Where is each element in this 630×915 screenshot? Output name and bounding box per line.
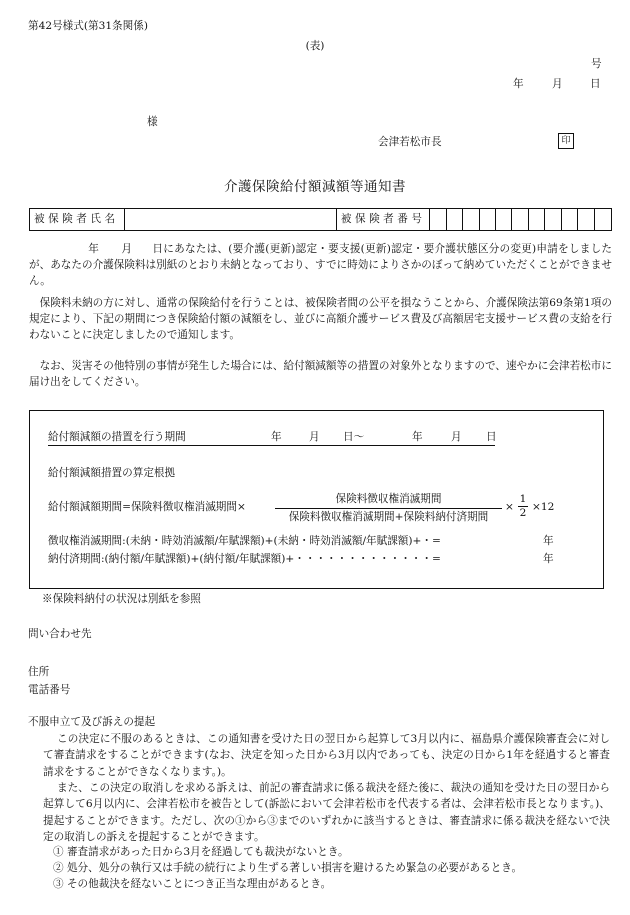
period-to-year: 年 — [412, 431, 423, 443]
insured-number-cell[interactable] — [545, 209, 561, 231]
p1-year: 年 — [88, 243, 100, 255]
insured-number-cell[interactable] — [594, 209, 611, 231]
paid-period-unit: 年 — [543, 553, 554, 565]
contact-address: 住所 — [28, 666, 50, 678]
body-paragraph-1 — [29, 242, 612, 290]
half-denominator: 2 — [519, 506, 527, 519]
date-year: 年 — [513, 78, 524, 90]
insured-number-cell[interactable] — [495, 209, 511, 231]
insured-number-cell[interactable] — [561, 209, 577, 231]
insured-number-cell[interactable] — [578, 209, 594, 231]
appeal-heading: 不服申立て及び訴えの提起 — [28, 716, 156, 728]
period-to-month: 月 — [451, 431, 462, 443]
formula-lhs: 給付額減額期間=保険料徴収権消滅期間× — [48, 501, 246, 513]
contact-phone: 電話番号 — [28, 684, 71, 696]
appeal-p2-text: また、この決定の取消しを求める訴えは、前記の審査請求に係る裁決を経た後に、裁決の通知を受けた日の翌日から起算して6月以内に、会津若松市を被告として(訴訟において会津若松市を代表する者は、会津若松市長となります。)、提起することができます。ただし、次の①から③までのいずれかに該当するときは、審査請求に係る裁決を経ないで決定の取消しの訴えを提起することができます。 — [43, 782, 610, 843]
insured-name-field[interactable] — [125, 209, 336, 231]
collection-period-unit: 年 — [543, 535, 554, 547]
period-from-year: 年 — [271, 431, 282, 443]
p3-text: なお、災害その他特別の事情が発生した場合には、給付額減額等の措置の対象外となりますので、速やかに会津若松市に届け出をしてください。 — [29, 360, 612, 388]
contact-heading: 問い合わせ先 — [28, 628, 92, 640]
insured-number-cell[interactable] — [512, 209, 528, 231]
insured-number-cell[interactable] — [463, 209, 479, 231]
period-from-day: 日〜 — [343, 431, 365, 443]
half-fraction — [518, 493, 528, 519]
insured-name-label: 被保険者氏名 — [30, 209, 125, 231]
p2-text: 保険料未納の方に対し、通常の保険給付を行うことは、被保険者間の公平を損なうことから、介護保険法第69条第1項の規定により、下記の期間につき保険給付額の減額をし、並びに高額介護サービス費及び高額居宅支援サービス費の支給を行わないことに決定しましたので通知します。 — [29, 297, 612, 341]
seal-box: 印 — [558, 133, 574, 149]
paid-period-line: 納付済期間:(納付額/年賦課額)+(納付額/年賦課額)+・・・・・・・・・・・・・= — [48, 553, 441, 565]
appeal-p1-text: この決定に不服のあるときは、この通知書を受けた日の翌日から起算して3月以内に、福島県介護保険審査会に対して審査請求をすることができます(なお、決定を知った日から3月以内であっても、決定の日から1年を経過すると審査請求をすることができなくなります。)。 — [43, 733, 610, 778]
number-suffix: 号 — [591, 58, 602, 70]
appeal-item-3: ③ その他裁決を経ないことにつき正当な理由があるとき。 — [53, 878, 332, 890]
times-12: ×12 — [532, 501, 555, 513]
p1-text: 日にあなたは、(要介護(更新)認定・要支援(更新)認定・要介護状態区分の変更)申請をしましたが、あなたの介護保険料は別紙のとおり未納となっており、すでに時効によりさかのぼって納めていただくことができません。 — [29, 243, 613, 287]
body-paragraph-2 — [29, 296, 612, 344]
date-month: 月 — [552, 78, 563, 90]
appeal-paragraph-1 — [43, 731, 610, 780]
appeal-item-1: ① 審査請求があった日から3月を経過しても裁決がないとき。 — [53, 846, 349, 858]
insured-number-cell[interactable] — [528, 209, 544, 231]
formula-fraction — [275, 493, 502, 523]
insured-table — [29, 208, 612, 231]
period-to-day: 日 — [486, 431, 497, 443]
payment-status-note: ※保険料納付の状況は別紙を参照 — [42, 593, 201, 605]
insured-number-cell[interactable] — [430, 209, 446, 231]
appeal-item-2: ② 処分、処分の執行又は手続の続行により生ずる著しい損害を避けるため緊急の必要があるとき。 — [53, 862, 523, 874]
document-title: 介護保険給付額減額等通知書 — [224, 179, 406, 195]
fraction-numerator: 保険料徴収権消滅期間 — [275, 493, 502, 509]
p1-month: 月 — [121, 243, 133, 255]
insured-number-label: 被保険者番号 — [336, 209, 429, 231]
period-label: 給付額減額の措置を行う期間 — [48, 431, 186, 443]
appeal-paragraph-2 — [43, 780, 610, 845]
times-sign: × — [505, 501, 514, 513]
addressee-suffix: 様 — [147, 116, 158, 128]
basis-label: 給付額減額措置の算定根拠 — [48, 467, 176, 479]
half-numerator: 1 — [519, 493, 527, 505]
side-label: (表) — [305, 40, 325, 52]
body-paragraph-3 — [29, 359, 612, 391]
collection-period-line: 徴収権消滅期間:(未納・時効消滅額/年賦課額)+(未納・時効消滅額/年賦課額)+・= — [48, 535, 441, 547]
fraction-denominator: 保険料徴収権消滅期間+保険料納付済期間 — [288, 510, 489, 523]
form-number: 第42号様式(第31条関係) — [28, 20, 148, 32]
date-day: 日 — [590, 78, 601, 90]
sender: 会津若松市長 — [378, 136, 442, 148]
period-from-month: 月 — [309, 431, 320, 443]
insured-number-cell[interactable] — [446, 209, 462, 231]
insured-number-cell[interactable] — [479, 209, 495, 231]
